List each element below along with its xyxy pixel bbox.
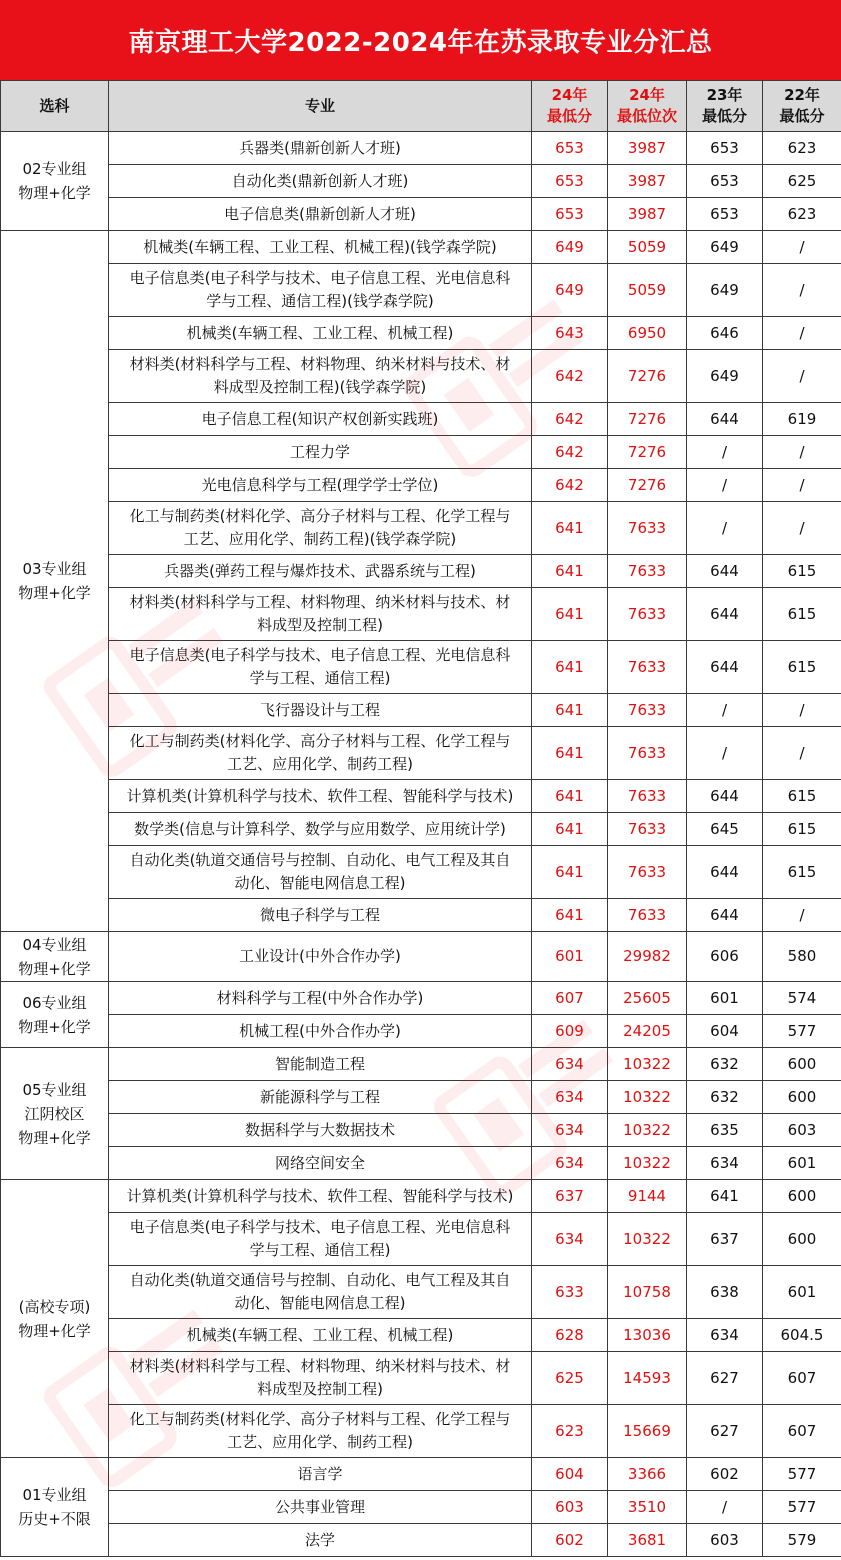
group-label: 03专业组 物理+化学 — [1, 231, 109, 932]
min-score-24: 628 — [532, 1319, 608, 1352]
table-row — [1, 1147, 841, 1180]
table-row — [1, 1015, 841, 1048]
min-score-22: 600 — [763, 1081, 841, 1114]
group-label: 04专业组 物理+化学 — [1, 932, 109, 982]
min-score-22: 615 — [763, 555, 841, 588]
min-rank-24: 29982 — [608, 932, 687, 982]
min-rank-24: 10322 — [608, 1048, 687, 1081]
major-name: 机械工程(中外合作办学) — [109, 1015, 532, 1048]
min-score-22: 574 — [763, 982, 841, 1015]
header-rank24: 24年 最低位次 — [608, 81, 687, 132]
min-rank-24: 5059 — [608, 264, 687, 317]
min-score-22: / — [763, 231, 841, 264]
major-name: 电子信息工程(知识产权创新实践班) — [109, 403, 532, 436]
table-row — [1, 1319, 841, 1352]
major-name: 电子信息类(电子科学与技术、电子信息工程、光电信息科 学与工程、通信工程) — [109, 641, 532, 694]
min-score-24: 641 — [532, 694, 608, 727]
min-score-23: 632 — [687, 1048, 763, 1081]
min-score-22: 580 — [763, 932, 841, 982]
min-score-24: 634 — [532, 1048, 608, 1081]
min-score-22: 601 — [763, 1266, 841, 1319]
table-row — [1, 780, 841, 813]
table-row — [1, 1213, 841, 1266]
min-score-22: 607 — [763, 1352, 841, 1405]
major-name: 数据科学与大数据技术 — [109, 1114, 532, 1147]
min-rank-24: 14593 — [608, 1352, 687, 1405]
min-score-22: 604.5 — [763, 1319, 841, 1352]
min-score-24: 653 — [532, 165, 608, 198]
min-score-22: 615 — [763, 780, 841, 813]
min-rank-24: 7633 — [608, 780, 687, 813]
min-score-22: 577 — [763, 1458, 841, 1491]
table-row — [1, 899, 841, 932]
table-row — [1, 813, 841, 846]
min-score-24: 602 — [532, 1524, 608, 1557]
table-row — [1, 846, 841, 899]
major-name: 自动化类(轨道交通信号与控制、自动化、电气工程及其自 动化、智能电网信息工程) — [109, 1266, 532, 1319]
min-score-24: 642 — [532, 350, 608, 403]
table-row — [1, 436, 841, 469]
min-score-22: 607 — [763, 1405, 841, 1458]
group-label: 05专业组 江阴校区 物理+化学 — [1, 1048, 109, 1180]
major-name: 计算机类(计算机科学与技术、软件工程、智能科学与技术) — [109, 780, 532, 813]
min-rank-24: 3510 — [608, 1491, 687, 1524]
min-rank-24: 3987 — [608, 132, 687, 165]
min-score-22: / — [763, 694, 841, 727]
table-row — [1, 641, 841, 694]
min-score-23: 653 — [687, 198, 763, 231]
min-score-24: 641 — [532, 502, 608, 555]
min-score-24: 649 — [532, 231, 608, 264]
min-rank-24: 7633 — [608, 813, 687, 846]
table-row — [1, 555, 841, 588]
major-name: 化工与制药类(材料化学、高分子材料与工程、化学工程与 工艺、应用化学、制药工程) — [109, 1405, 532, 1458]
min-rank-24: 7633 — [608, 899, 687, 932]
min-score-23: 603 — [687, 1524, 763, 1557]
min-rank-24: 7633 — [608, 555, 687, 588]
min-score-23: / — [687, 1491, 763, 1524]
table-row — [1, 1405, 841, 1458]
min-rank-24: 7276 — [608, 469, 687, 502]
min-score-23: 653 — [687, 165, 763, 198]
min-rank-24: 25605 — [608, 982, 687, 1015]
table-row — [1, 588, 841, 641]
min-score-23: 644 — [687, 588, 763, 641]
table-row — [1, 1458, 841, 1491]
min-score-24: 649 — [532, 264, 608, 317]
min-score-23: 627 — [687, 1352, 763, 1405]
table-row — [1, 1352, 841, 1405]
major-name: 机械类(车辆工程、工业工程、机械工程)(钱学森学院) — [109, 231, 532, 264]
min-score-24: 603 — [532, 1491, 608, 1524]
min-score-23: / — [687, 502, 763, 555]
min-score-22: / — [763, 899, 841, 932]
table-row — [1, 932, 841, 982]
min-rank-24: 15669 — [608, 1405, 687, 1458]
min-score-24: 637 — [532, 1180, 608, 1213]
min-score-22: 577 — [763, 1491, 841, 1524]
min-score-24: 641 — [532, 899, 608, 932]
min-score-23: 649 — [687, 231, 763, 264]
major-name: 飞行器设计与工程 — [109, 694, 532, 727]
min-rank-24: 7633 — [608, 502, 687, 555]
major-name: 数学类(信息与计算科学、数学与应用数学、应用统计学) — [109, 813, 532, 846]
table-row — [1, 1524, 841, 1557]
major-name: 自动化类(鼎新创新人才班) — [109, 165, 532, 198]
table-row — [1, 502, 841, 555]
min-score-24: 641 — [532, 588, 608, 641]
min-score-22: / — [763, 350, 841, 403]
min-score-23: 644 — [687, 846, 763, 899]
min-score-23: 649 — [687, 264, 763, 317]
min-score-23: / — [687, 469, 763, 502]
table-row — [1, 1491, 841, 1524]
header-xuanke: 选科 — [1, 81, 109, 132]
min-score-24: 609 — [532, 1015, 608, 1048]
min-score-24: 641 — [532, 813, 608, 846]
min-rank-24: 3681 — [608, 1524, 687, 1557]
min-score-23: 649 — [687, 350, 763, 403]
table-row — [1, 231, 841, 264]
min-score-24: 634 — [532, 1147, 608, 1180]
major-name: 公共事业管理 — [109, 1491, 532, 1524]
min-score-22: 615 — [763, 641, 841, 694]
min-score-23: 627 — [687, 1405, 763, 1458]
table-row — [1, 165, 841, 198]
major-name: 光电信息科学与工程(理学学士学位) — [109, 469, 532, 502]
major-name: 机械类(车辆工程、工业工程、机械工程) — [109, 1319, 532, 1352]
major-name: 材料类(材料科学与工程、材料物理、纳米材料与技术、材 料成型及控制工程) — [109, 1352, 532, 1405]
min-score-22: 601 — [763, 1147, 841, 1180]
major-name: 电子信息类(鼎新创新人才班) — [109, 198, 532, 231]
min-score-24: 607 — [532, 982, 608, 1015]
min-score-24: 643 — [532, 317, 608, 350]
major-name: 新能源科学与工程 — [109, 1081, 532, 1114]
min-score-23: 638 — [687, 1266, 763, 1319]
table-row — [1, 1266, 841, 1319]
table-row — [1, 350, 841, 403]
min-score-23: 634 — [687, 1147, 763, 1180]
major-name: 自动化类(轨道交通信号与控制、自动化、电气工程及其自 动化、智能电网信息工程) — [109, 846, 532, 899]
min-score-23: 604 — [687, 1015, 763, 1048]
min-score-24: 653 — [532, 198, 608, 231]
major-name: 计算机类(计算机科学与技术、软件工程、智能科学与技术) — [109, 1180, 532, 1213]
major-name: 材料类(材料科学与工程、材料物理、纳米材料与技术、材 料成型及控制工程) — [109, 588, 532, 641]
min-score-22: 600 — [763, 1180, 841, 1213]
group-label: (高校专项) 物理+化学 — [1, 1180, 109, 1458]
major-name: 材料科学与工程(中外合作办学) — [109, 982, 532, 1015]
major-name: 兵器类(弹药工程与爆炸技术、武器系统与工程) — [109, 555, 532, 588]
min-score-22: 615 — [763, 588, 841, 641]
min-rank-24: 7633 — [608, 727, 687, 780]
min-rank-24: 10322 — [608, 1081, 687, 1114]
min-score-22: 577 — [763, 1015, 841, 1048]
major-name: 法学 — [109, 1524, 532, 1557]
min-score-24: 641 — [532, 641, 608, 694]
min-score-24: 642 — [532, 436, 608, 469]
min-score-24: 633 — [532, 1266, 608, 1319]
admission-scores-table — [0, 80, 841, 1557]
min-score-24: 641 — [532, 846, 608, 899]
table-row — [1, 1180, 841, 1213]
group-label: 06专业组 物理+化学 — [1, 982, 109, 1048]
group-label: 01专业组 历史+不限 — [1, 1458, 109, 1557]
min-rank-24: 7633 — [608, 846, 687, 899]
min-score-24: 642 — [532, 403, 608, 436]
table-row — [1, 727, 841, 780]
min-score-24: 642 — [532, 469, 608, 502]
min-rank-24: 7633 — [608, 588, 687, 641]
min-score-23: 634 — [687, 1319, 763, 1352]
min-score-23: 601 — [687, 982, 763, 1015]
min-score-24: 641 — [532, 727, 608, 780]
min-score-22: / — [763, 317, 841, 350]
table-row — [1, 264, 841, 317]
min-score-22: / — [763, 264, 841, 317]
min-score-23: 635 — [687, 1114, 763, 1147]
min-score-23: 653 — [687, 132, 763, 165]
min-rank-24: 7276 — [608, 436, 687, 469]
min-score-23: 637 — [687, 1213, 763, 1266]
major-name: 机械类(车辆工程、工业工程、机械工程) — [109, 317, 532, 350]
min-score-23: 645 — [687, 813, 763, 846]
min-rank-24: 9144 — [608, 1180, 687, 1213]
min-score-22: 579 — [763, 1524, 841, 1557]
table-row — [1, 198, 841, 231]
min-score-22: / — [763, 502, 841, 555]
table-row — [1, 1081, 841, 1114]
header-min24: 24年 最低分 — [532, 81, 608, 132]
min-rank-24: 10322 — [608, 1147, 687, 1180]
min-rank-24: 10322 — [608, 1213, 687, 1266]
min-score-23: 602 — [687, 1458, 763, 1491]
min-score-22: 623 — [763, 198, 841, 231]
min-score-22: / — [763, 436, 841, 469]
min-rank-24: 3987 — [608, 165, 687, 198]
min-score-23: 632 — [687, 1081, 763, 1114]
min-rank-24: 7633 — [608, 694, 687, 727]
min-score-23: / — [687, 436, 763, 469]
major-name: 兵器类(鼎新创新人才班) — [109, 132, 532, 165]
min-score-24: 601 — [532, 932, 608, 982]
major-name: 材料类(材料科学与工程、材料物理、纳米材料与技术、材 料成型及控制工程)(钱学森学院) — [109, 350, 532, 403]
min-score-24: 625 — [532, 1352, 608, 1405]
major-name: 电子信息类(电子科学与技术、电子信息工程、光电信息科 学与工程、通信工程) — [109, 1213, 532, 1266]
table-row — [1, 1114, 841, 1147]
min-score-24: 653 — [532, 132, 608, 165]
min-score-23: 644 — [687, 780, 763, 813]
min-rank-24: 24205 — [608, 1015, 687, 1048]
min-score-23: 646 — [687, 317, 763, 350]
major-name: 电子信息类(电子科学与技术、电子信息工程、光电信息科 学与工程、通信工程)(钱学森学院) — [109, 264, 532, 317]
min-score-24: 641 — [532, 780, 608, 813]
major-name: 微电子科学与工程 — [109, 899, 532, 932]
min-score-24: 604 — [532, 1458, 608, 1491]
min-score-22: 623 — [763, 132, 841, 165]
min-score-23: 606 — [687, 932, 763, 982]
min-rank-24: 7633 — [608, 641, 687, 694]
major-name: 工业设计(中外合作办学) — [109, 932, 532, 982]
min-score-23: 644 — [687, 899, 763, 932]
min-rank-24: 10322 — [608, 1114, 687, 1147]
major-name: 智能制造工程 — [109, 1048, 532, 1081]
min-score-23: 641 — [687, 1180, 763, 1213]
min-score-24: 634 — [532, 1213, 608, 1266]
min-score-22: 603 — [763, 1114, 841, 1147]
min-score-22: 625 — [763, 165, 841, 198]
major-name: 化工与制药类(材料化学、高分子材料与工程、化学工程与 工艺、应用化学、制药工程)(钱学森学院) — [109, 502, 532, 555]
min-score-24: 634 — [532, 1114, 608, 1147]
header-row — [1, 81, 841, 132]
major-name: 网络空间安全 — [109, 1147, 532, 1180]
min-rank-24: 7276 — [608, 350, 687, 403]
min-score-22: / — [763, 727, 841, 780]
min-score-23: 644 — [687, 555, 763, 588]
group-label: 02专业组 物理+化学 — [1, 132, 109, 231]
min-rank-24: 13036 — [608, 1319, 687, 1352]
table-row — [1, 317, 841, 350]
min-score-23: / — [687, 727, 763, 780]
min-rank-24: 3987 — [608, 198, 687, 231]
min-score-24: 623 — [532, 1405, 608, 1458]
min-score-22: 600 — [763, 1213, 841, 1266]
table-row — [1, 469, 841, 502]
min-rank-24: 6950 — [608, 317, 687, 350]
min-score-23: 644 — [687, 641, 763, 694]
min-rank-24: 10758 — [608, 1266, 687, 1319]
table-row — [1, 132, 841, 165]
min-rank-24: 7276 — [608, 403, 687, 436]
page-title: 南京理工大学2022-2024年在苏录取专业分汇总 — [0, 0, 841, 80]
min-score-24: 634 — [532, 1081, 608, 1114]
min-score-22: 619 — [763, 403, 841, 436]
min-score-22: 600 — [763, 1048, 841, 1081]
min-score-22: / — [763, 469, 841, 502]
table-row — [1, 694, 841, 727]
table-row — [1, 403, 841, 436]
header-min23: 23年 最低分 — [687, 81, 763, 132]
header-major: 专业 — [109, 81, 532, 132]
min-score-24: 641 — [532, 555, 608, 588]
major-name: 语言学 — [109, 1458, 532, 1491]
major-name: 化工与制药类(材料化学、高分子材料与工程、化学工程与 工艺、应用化学、制药工程) — [109, 727, 532, 780]
table-row — [1, 982, 841, 1015]
min-rank-24: 3366 — [608, 1458, 687, 1491]
min-score-22: 615 — [763, 846, 841, 899]
min-score-23: / — [687, 694, 763, 727]
header-min22: 22年 最低分 — [763, 81, 841, 132]
table-row — [1, 1048, 841, 1081]
min-score-23: 644 — [687, 403, 763, 436]
min-score-22: 615 — [763, 813, 841, 846]
major-name: 工程力学 — [109, 436, 532, 469]
min-rank-24: 5059 — [608, 231, 687, 264]
